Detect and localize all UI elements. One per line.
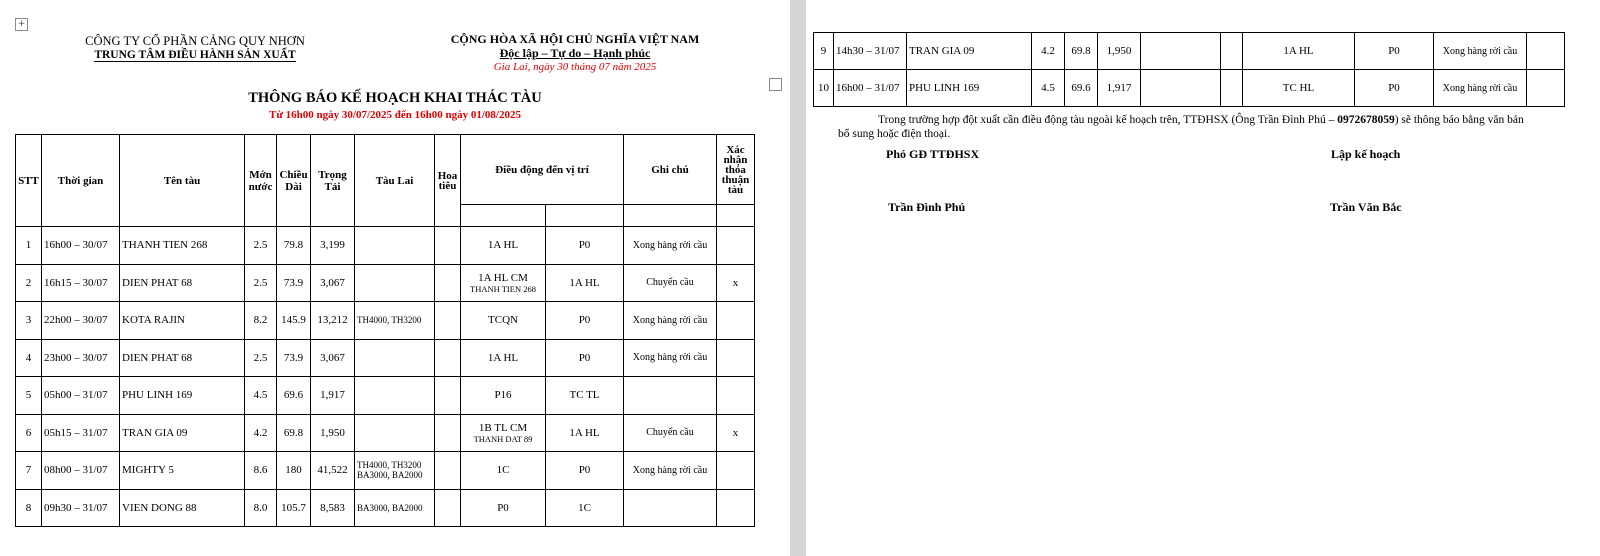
cell-move-from [461,414,546,452]
cell-draft [245,414,277,452]
cell-note-text: Xong hàng rời cầu [632,239,708,251]
cell-move-to [1355,33,1434,70]
cell-ship-text: PHU LINH 169 [122,389,193,402]
cell-time [834,33,907,70]
cell-move-from [461,227,546,265]
header-tug: Tàu Lai [355,135,435,227]
cell-move-from-text: 1A HL CM [478,271,528,284]
cell-time [42,302,120,340]
cell-time-text: 23h00 – 30/07 [44,351,108,364]
cell-note [624,302,717,340]
document-subtitle: Từ 16h00 ngày 30/07/2025 đến 16h00 ngày 01/08/2025 [268,109,521,121]
cell-stt-text: 1 [25,239,32,252]
cell-note [1434,33,1527,70]
cell-stt [814,33,834,70]
header-draft: Mớn nước [245,135,277,227]
cell-move-from [461,489,546,527]
cell-length [277,489,311,527]
cell-move-to-text: P0 [578,314,591,327]
signature-right-title: Lập kế hoạch [1331,147,1401,161]
nation-motto: Độc lập – Tự do – Hạnh phúc [499,46,651,60]
cell-pilot [435,414,461,452]
cell-confirm [717,489,755,527]
schedule-table [15,134,755,527]
header-length: Chiều Dài [277,135,311,227]
cell-tug [355,227,435,265]
cell-stt [16,452,42,490]
cell-draft-text: 8.2 [253,314,268,327]
cell-ship [907,70,1032,107]
cell-move-to-text: P0 [578,239,591,252]
cell-note-text: Xong hàng rời cầu [632,464,708,476]
cell-length [1065,70,1098,107]
table-row [16,489,755,527]
cell-time [42,339,120,377]
table-move-handle-icon[interactable]: + [15,18,28,31]
signature-left-name: Trần Đình Phú [888,200,966,214]
cell-move-from [1243,33,1355,70]
cell-draft-text: 4.5 [1041,82,1055,94]
cell-move-from-text: TCQN [488,314,518,327]
cell-length-text: 180 [285,464,302,477]
cell-move-to-text: P0 [1388,45,1400,57]
cell-pilot [1221,70,1243,107]
nation-name: CỘNG HÒA XÃ HỘI CHỦ NGHĨA VIỆT NAM [450,32,700,46]
cell-tonnage-text: 3,067 [320,276,345,289]
cell-confirm [717,339,755,377]
cell-tug [355,339,435,377]
cell-ship-text: THANH TIEN 268 [122,239,208,252]
national-header [430,32,720,74]
cell-stt-text: 4 [25,351,32,364]
cell-draft-text: 4.5 [253,389,268,402]
header-move-to [546,205,624,227]
cell-tug-text: BA3000, BA2000 [357,502,423,513]
table-row [16,377,755,415]
cell-tonnage-text: 8,583 [320,501,345,514]
cell-draft [245,489,277,527]
cell-pilot [435,452,461,490]
cell-note-text: Xong hàng rời cầu [1442,45,1518,57]
header-confirm: Xác nhận thỏa thuận tàu [717,135,755,205]
cell-note-text: Xong hàng rời cầu [1442,82,1518,94]
table-row [814,33,1565,70]
cell-time-text: 05h00 – 31/07 [44,389,108,402]
cell-length [277,227,311,265]
cell-ship [120,264,245,302]
cell-note-text: Chuyển cầu [646,427,694,439]
cell-ship [120,339,245,377]
cell-tonnage-text: 1,917 [1106,82,1132,94]
cell-move-to [546,489,624,527]
cell-pilot [435,302,461,340]
cell-tonnage-text: 3,067 [320,351,345,364]
cell-move-from-text: TC HL [1282,82,1315,94]
cell-tonnage-text: 1,950 [320,426,345,439]
cell-length [277,452,311,490]
cell-draft-text: 2.5 [253,351,268,364]
note-phone: 0972678059 [1337,114,1395,126]
cell-stt [16,302,42,340]
place-date: Gia Lai, ngày 30 tháng 07 năm 2025 [493,61,657,73]
cell-draft-text: 8.0 [253,501,268,514]
table-row [814,70,1565,107]
cell-length-text: 145.9 [281,314,306,327]
cell-move-to [546,227,624,265]
cell-stt [16,227,42,265]
cell-draft-text: 8.6 [253,464,268,477]
cell-tonnage [311,264,355,302]
cell-tug [355,489,435,527]
cell-move-to-text: 1A HL [569,276,600,289]
cell-time [42,414,120,452]
cell-move-from-sub: THANH DAT 89 [473,433,533,444]
cell-draft-text: 2.5 [253,276,268,289]
cell-move-from-sub: THANH TIEN 268 [470,283,536,294]
cell-note [624,227,717,265]
cell-confirm [717,264,755,302]
cell-time [42,227,120,265]
cell-time [42,452,120,490]
header-confirm-sub [717,205,755,227]
cell-tug [1141,33,1221,70]
cell-stt [16,377,42,415]
cell-tonnage [311,414,355,452]
cell-ship-text: VIEN DONG 88 [122,501,197,514]
header-ship: Tên tàu [120,135,245,227]
company-header [60,34,330,62]
cell-stt [16,264,42,302]
header-pilot: Hoa tiêu [435,135,461,227]
cell-draft-text: 4.2 [253,426,268,439]
table-row [16,264,755,302]
signature-left-title: Phó GĐ TTĐHSX [886,147,980,161]
cell-ship-text: PHU LINH 169 [909,82,980,94]
cell-note [624,377,717,415]
cell-stt-text: 5 [25,389,32,402]
cell-length-text: 73.9 [283,276,304,289]
cell-draft [245,377,277,415]
cell-length [277,377,311,415]
cell-time-text: 16h00 – 31/07 [836,82,900,94]
cell-draft [245,302,277,340]
cell-note [624,264,717,302]
cell-tug [1141,70,1221,107]
cell-stt-text: 3 [25,314,32,327]
cell-time-text: 08h00 – 31/07 [44,464,108,477]
cell-ship-text: DIEN PHAT 68 [122,351,193,364]
cell-tonnage-text: 1,917 [320,389,345,402]
cell-stt-text: 8 [25,501,32,514]
cell-draft-text: 4.2 [1041,45,1055,57]
cell-tug [355,377,435,415]
cell-length-text: 69.6 [283,389,304,402]
cell-ship-text: TRAN GIA 09 [122,426,188,439]
cell-draft-text: 2.5 [253,239,268,252]
cell-time [42,489,120,527]
cell-tug-text: TH4000, TH3200 BA3000, BA2000 [357,460,423,481]
cell-length [277,302,311,340]
cell-confirm [717,302,755,340]
cell-length-text: 69.8 [1071,45,1091,57]
cell-draft [245,452,277,490]
schedule-table-continued [813,32,1565,107]
cell-stt [814,70,834,107]
cell-confirm [717,377,755,415]
table-row [16,452,755,490]
cell-move-to [546,452,624,490]
cell-stt-text: 9 [820,45,827,57]
cell-note-text: Xong hàng rời cầu [632,352,708,364]
cell-time [42,377,120,415]
cell-move-from-text: 1A HL [487,239,519,252]
document-page-1 [0,0,790,556]
cell-tug [355,452,435,490]
cell-move-from-text: P16 [494,389,512,402]
cell-move-from [1243,70,1355,107]
cell-note-text: Xong hàng rời cầu [632,314,708,326]
cell-pilot [435,377,461,415]
cell-move-to [546,302,624,340]
table-row [16,414,755,452]
cell-length-text: 79.8 [283,239,304,252]
cell-length-text: 73.9 [283,351,304,364]
header-time: Thời gian [42,135,120,227]
cell-move-to [546,414,624,452]
cell-time [834,70,907,107]
cell-move-from [461,339,546,377]
cell-move-to-text: P0 [578,351,591,364]
cell-length [277,339,311,377]
cell-stt-text: 10 [818,82,829,94]
cell-tug [355,414,435,452]
cell-confirm [1527,33,1565,70]
cell-tug [355,302,435,340]
cell-stt-text: 2 [25,276,32,289]
cell-confirm-text: x [732,276,739,289]
cell-move-from-text: 1A HL [487,351,519,364]
cell-tonnage [311,489,355,527]
header-move-from [461,205,546,227]
cell-draft [245,339,277,377]
cell-ship [120,489,245,527]
cell-length [277,264,311,302]
footer-note [838,113,1538,141]
cell-draft [1032,33,1065,70]
cell-pilot [435,227,461,265]
cell-length-text: 69.8 [283,426,304,439]
note-text-before: Trong trường hợp đột xuất cần điều động tàu ngoài kế hoạch trên, TTĐHSX (Ông Trần Đình Phú – [878,114,1338,126]
cell-draft [245,227,277,265]
cell-move-to-text: P0 [1388,82,1400,94]
cell-pilot [435,264,461,302]
cell-ship [120,377,245,415]
cell-stt [16,414,42,452]
cell-move-to [546,377,624,415]
table-row [16,227,755,265]
cell-ship [907,33,1032,70]
cell-ship [120,452,245,490]
cell-confirm [717,414,755,452]
cell-note [624,452,717,490]
cell-confirm-text: x [732,426,739,439]
cell-note [624,489,717,527]
cell-time-text: 05h15 – 31/07 [44,426,108,439]
cell-length [1065,33,1098,70]
cell-ship-text: DIEN PHAT 68 [122,276,193,289]
cell-time-text: 09h30 – 31/07 [44,501,108,514]
header-move: Điều động đến vị trí [461,135,624,205]
cell-time-text: 22h00 – 30/07 [44,314,108,327]
document-page-2 [806,0,1600,556]
cell-note [1434,70,1527,107]
cell-length-text: 105.7 [281,501,306,514]
cell-note-text: Chuyển cầu [646,277,694,289]
cell-time [42,264,120,302]
cell-pilot [435,489,461,527]
cell-note [624,414,717,452]
cell-tonnage [311,377,355,415]
department-name: TRUNG TÂM ĐIỀU HÀNH SẢN XUẤT [94,49,296,61]
cell-confirm [1527,70,1565,107]
cell-ship-text: MIGHTY 5 [122,464,174,477]
cell-move-to-text: P0 [578,464,591,477]
cell-time-text: 16h15 – 30/07 [44,276,108,289]
cell-move-from [461,264,546,302]
cell-pilot [1221,33,1243,70]
cell-tug [355,264,435,302]
cell-ship [120,227,245,265]
cell-tug-text: TH4000, TH3200 [357,315,422,326]
cell-length-text: 69.6 [1071,82,1091,94]
cell-tonnage [311,302,355,340]
cell-length [277,414,311,452]
cell-ship [120,414,245,452]
cell-confirm [717,227,755,265]
company-name: CÔNG TY CỔ PHẦN CẢNG QUY NHƠN [85,34,305,48]
cell-tonnage [1098,33,1141,70]
header-note-sub [624,205,717,227]
cell-move-from-text: 1A HL [1283,45,1314,57]
document-title: THÔNG BÁO KẾ HOẠCH KHAI THÁC TÀU [248,90,542,106]
table-row [16,339,755,377]
cell-move-from [461,452,546,490]
cell-move-to [546,264,624,302]
cell-move-from [461,302,546,340]
header-tonnage: Trọng Tải [311,135,355,227]
cell-note [624,339,717,377]
cell-move-to-text: TC TL [569,389,600,402]
cell-confirm [717,452,755,490]
cell-time-text: 14h30 – 31/07 [836,45,900,57]
cell-move-to [546,339,624,377]
cell-move-from-text: 1B TL CM [478,421,528,434]
cell-time-text: 16h00 – 30/07 [44,239,108,252]
cell-draft [245,264,277,302]
cell-move-to [1355,70,1434,107]
table-row [16,302,755,340]
cell-tonnage [1098,70,1141,107]
cell-tonnage-text: 3,199 [320,239,345,252]
cell-move-from-text: 1C [496,464,510,477]
cell-ship-text: KOTA RAJIN [122,314,185,327]
signature-right-name: Trần Văn Bắc [1330,200,1402,214]
cell-ship-text: TRAN GIA 09 [909,45,975,57]
cell-stt [16,339,42,377]
cell-stt-text: 6 [25,426,32,439]
note-text-after: ) sẽ thông báo bằng văn bản bổ sung hoặc điện thoại. [838,114,1524,140]
cell-tonnage [311,452,355,490]
cell-tonnage-text: 1,950 [1106,45,1132,57]
cell-move-to-text: 1C [578,501,591,514]
cell-move-from [461,377,546,415]
cell-tonnage-text: 41,522 [317,464,348,477]
cell-draft [1032,70,1065,107]
cell-stt [16,489,42,527]
header-stt: STT [16,135,42,227]
cell-move-from-text: P0 [497,501,509,514]
cell-tonnage-text: 13,212 [317,314,348,327]
cell-tonnage [311,339,355,377]
cell-tonnage [311,227,355,265]
cell-pilot [435,339,461,377]
cell-stt-text: 7 [25,464,32,477]
header-note: Ghi chú [624,135,717,205]
cell-move-to-text: 1A HL [569,426,600,439]
cell-ship [120,302,245,340]
